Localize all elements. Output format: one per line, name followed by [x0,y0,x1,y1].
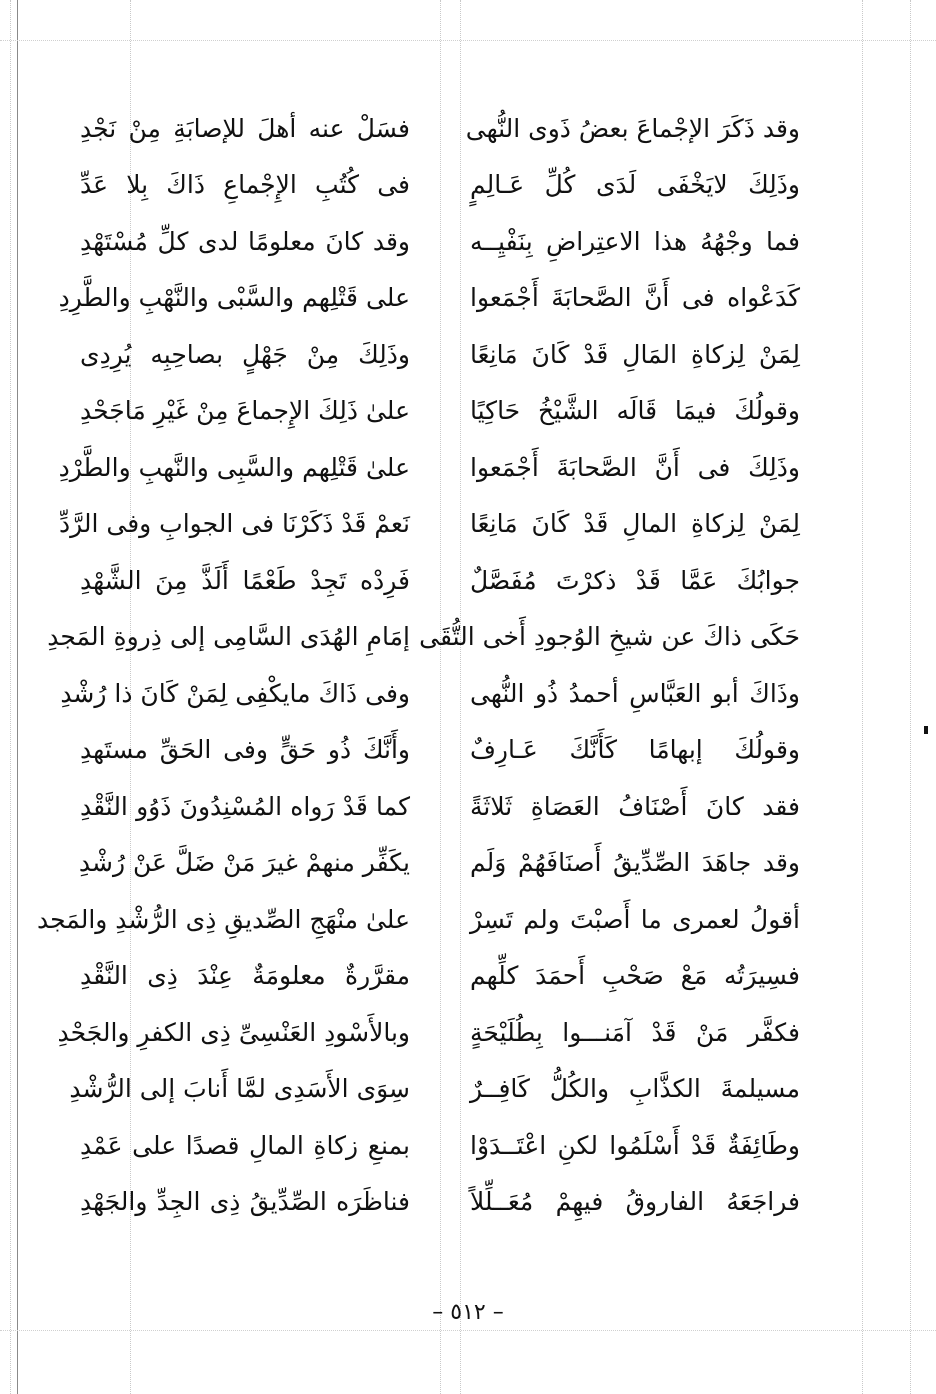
verse-first-hemistich: كَدَعْواه فى أَنَّ الصَّحابَةَ أَجْمَعوا [470,283,800,313]
scan-guide-line [910,0,911,1394]
verse-second-hemistich: وقد كانَ معلومًا لدى كلِّ مُسْتَهْدِ [80,226,410,256]
verse-second-hemistich: علىٰ ذَلِكَ الإِجماعَ مِنْ غَيْرِ مَاجَحْدِ [80,396,410,426]
verse-second-hemistich: كما قَدْ رَواه المُسْنِدُونَ ذَوُو النَّقْدِ [80,791,410,821]
verse-second-hemistich: وفى ذَاكَ مايكْفِى لِمَنْ كَانَ ذا رُشْدِ [60,678,410,708]
verse-row [69,1061,800,1118]
verse-second-hemistich: على قَتْلِهم والسَّبْى والنَّهْبِ والطَّرِدِ [58,283,410,313]
verse-row [80,948,800,1005]
verse-second-hemistich: مقرَّرةٌ معلومَةٌ عِنْدَ ذِى النَّقْدِ [80,961,410,991]
verse-first-hemistich: وقولُكَ إبهامًا كَأَنَّكَ عَـارِفٌ [470,735,800,765]
verse-row [58,439,800,496]
verse-row [58,496,800,553]
verse-first-hemistich: وذَلِكَ فى أَنَّ الصَّحابَةَ أَجْمَعوا [470,452,800,482]
verse-row [80,213,800,270]
verse-first-hemistich: وقد ذَكَرَ الإجْماعَ بعضُ ذَوى النُّهى [465,113,800,143]
verse-second-hemistich: فى كُتُبِ الإِجْماعِ ذَاكَ بِلا عَدِّ [80,170,410,200]
verse-row [80,722,800,779]
verse-row [80,552,800,609]
verse-row [80,157,800,214]
verse-row [80,326,800,383]
verse-first-hemistich: وذَاكَ أبو العَبَّاسِ أحمدُ ذُو النُّهى [470,678,800,708]
verse-second-hemistich: علىٰ قَتْلِهم والسَّبِى والنَّهبِ والطَّرْدِ [58,452,410,482]
verse-first-hemistich: وطَائِفَةٌ قَدْ أَسْلَمُوا لكنِ اعْتَــدَوْا [470,1130,800,1160]
verse-first-hemistich: لِمَنْ لِزكاةِ المالِ قَدْ كَانَ مَانِعًا [470,509,800,539]
verse-first-hemistich: جوابُكَ عَمَّا قَدْ ذكرْتَ مُفَصَّلٌ [470,565,800,595]
verse-second-hemistich: فسَلْ عنه أهلَ للإصابَةِ مِنْ نَجْدِ [80,113,410,143]
verse-first-hemistich: فكفَّر مَنْ قَدْ آمَنـــوا بِطُلَيْحَةٍ [470,1017,800,1047]
verse-row [80,100,800,157]
page-edge-line [17,0,18,1394]
verse-row [80,383,800,440]
verse-first-hemistich: حَكَى ذاكَ عن شيخِ الوُجودِ أَخى التُّقَى [419,622,800,652]
verse-second-hemistich: فَرِدْه تَجِدْ طَعْمًا أَلَذَّ مِنَ الشَّهْدِ [80,565,410,595]
verse-first-hemistich: أقولُ لعمرى ما أَصبْتَ ولم تَسِرْ [470,904,800,934]
verse-first-hemistich: فسِيرَتُه مَعْ صَحْبِ أَحمَدَ كلِّهم [470,961,800,991]
page-number: – ٥١٢ – [432,1300,504,1325]
verse-second-hemistich: سِوَى الأَسَدِى لمَّا أَنابَ إلى الرُّشْدِ [69,1074,410,1104]
scan-guide-line [0,1330,936,1331]
scan-guide-line [10,0,11,1394]
verse-row [36,891,800,948]
verse-first-hemistich: لِمَنْ لِزكاةِ المَالِ قَدْ كَانَ مَانِعًا [470,339,800,369]
verse-second-hemistich: علىٰ منْهَجِ الصِّديقِ ذِى الرُّشْدِ والمَجد [36,904,410,934]
verse-second-hemistich: وبالأَسْودِ العَنْسِىِّ ذِى الكفرِ والجَحْدِ [57,1017,410,1047]
verse-second-hemistich: فناظَرَه الصِّدِّيقُ ذِى الجِدِّ والجَهْدِ [80,1187,410,1217]
verse-second-hemistich: نَعمْ قَدْ ذَكَرْنَا فى الجوابِ وفى الرَّدِّ [58,509,410,539]
verse-row [80,1117,800,1174]
verse-row [47,609,800,666]
verse-row [57,1004,800,1061]
poem-body [36,100,800,1230]
verse-second-hemistich: يكَفِّر منهمْ غيرَ مَنْ ضَلَّ عَنْ رُشْدِ [78,848,410,878]
verse-first-hemistich: فما وجْهُهُ هذا الاعتِراضِ بِنَفْيِــه [470,226,800,256]
verse-row [58,270,800,327]
verse-first-hemistich: فراجَعَهُ الفاروقُ فيهِمْ مُعَــلِّلاً [470,1187,800,1217]
verse-row [80,835,800,892]
verse-second-hemistich: وذَلِكَ مِنْ جَهْلٍ بصاحِبِه يُرِدِى [80,339,410,369]
verse-second-hemistich: بمنعِ زكاةِ المالِ قصدًا على عَمْدِ [80,1130,410,1160]
verse-row [80,778,800,835]
margin-mark [924,726,928,734]
verse-row [80,1174,800,1231]
verse-second-hemistich: إمَامِ الهُدَى السَّامِى إلى ذِروةِ المَجدِ [47,622,410,652]
verse-first-hemistich: وقولُكَ فيمَا قَالَه الشَّيْخُ حَاكِيًا [470,396,800,426]
verse-second-hemistich: وأَنَّكَ ذُو حَقٍّ وفى الحَقِّ مستَهدِ [80,735,410,765]
verse-first-hemistich: وقد جاهَدَ الصِّدِّيقُ أَصنَافَهُمْ وَلَم [470,848,800,878]
verse-row [60,665,800,722]
verse-first-hemistich: وذَلِكَ لايَخْفَى لَدَى كُلِّ عَـالِمٍ [470,170,800,200]
verse-first-hemistich: مسيلمةَ الكذَّابِ والكُلُّ كَافِــرٌ [470,1074,800,1104]
scan-guide-line [862,0,863,1394]
scan-guide-line [0,40,936,41]
verse-first-hemistich: فقد كانَ أَصْنَافُ العَصَاةِ ثَلاثَةً [470,791,800,821]
